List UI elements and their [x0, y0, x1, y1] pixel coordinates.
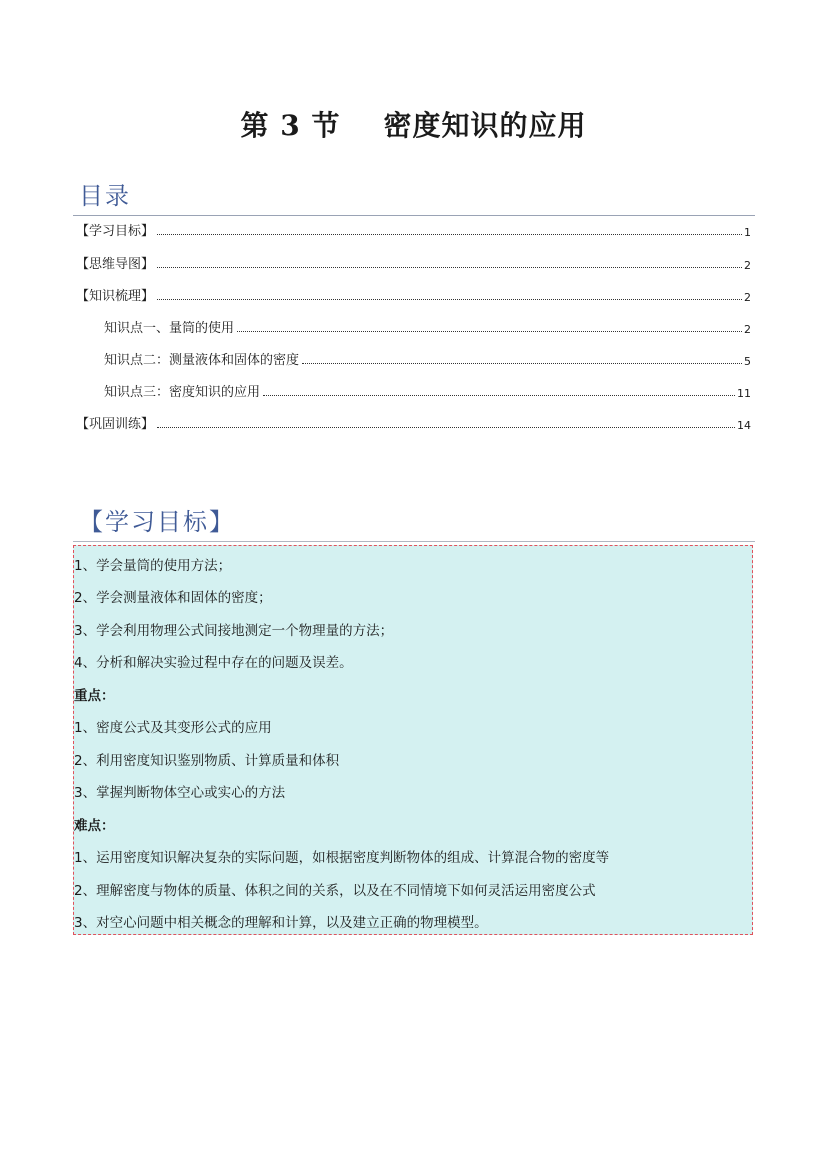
toc-page-number: 1: [744, 226, 751, 239]
learning-goals-box: [73, 545, 753, 935]
key-point-item: 3、掌握判断物体空心或实心的方法: [74, 785, 286, 801]
page-title: 第 3 节 密度知识的应用: [240, 109, 587, 142]
key-point-item: 1、密度公式及其变形公式的应用: [74, 720, 272, 736]
toc-heading: 目录: [79, 182, 131, 210]
goal-item: 4、分析和解决实验过程中存在的问题及误差。: [74, 655, 353, 671]
difficult-point-item: 3、对空心问题中相关概念的理解和计算，以及建立正确的物理模型。: [74, 915, 488, 931]
toc-leader-dots: [302, 363, 742, 364]
toc-page-number: 2: [744, 259, 751, 272]
toc-leader-dots: [263, 395, 735, 396]
toc-page-number: 14: [737, 419, 751, 432]
toc-entry-point-2[interactable]: [104, 350, 751, 368]
toc-entry-text: 知识点二：测量液体和固体的密度: [104, 353, 300, 368]
difficult-points-label: 难点：: [74, 818, 115, 834]
toc-page-number: 5: [744, 355, 751, 368]
toc-entry-point-3[interactable]: [104, 382, 751, 400]
learning-goals-heading: 【学习目标】: [79, 508, 235, 536]
toc-page-number: 2: [744, 291, 751, 304]
toc-entry-knowledge-review[interactable]: [76, 286, 751, 304]
toc-entry-mind-map[interactable]: [76, 254, 751, 272]
difficult-point-item: 1、运用密度知识解决复杂的实际问题，如根据密度判断物体的组成、计算混合物的密度等: [74, 850, 610, 866]
key-points-label: 重点：: [74, 688, 115, 704]
toc-page-number: 2: [744, 323, 751, 336]
toc-entry-text: 知识点一、量筒的使用: [104, 321, 235, 336]
toc-entry-text: 【知识梳理】: [76, 289, 155, 304]
toc-entry-practice[interactable]: [76, 414, 751, 432]
toc-leader-dots: [157, 427, 735, 428]
difficult-point-item: 2、理解密度与物体的质量、体积之间的关系，以及在不同情境下如何灵活运用密度公式: [74, 883, 596, 899]
table-of-contents: [0, 0, 827, 460]
toc-leader-dots: [157, 234, 742, 235]
toc-entry-learning-goals[interactable]: [76, 221, 751, 239]
goal-item: 1、学会量筒的使用方法；: [74, 558, 232, 574]
key-point-item: 2、利用密度知识鉴别物质、计算质量和体积: [74, 753, 340, 769]
toc-entry-text: 知识点三：密度知识的应用: [104, 385, 261, 400]
goal-item: 2、学会测量液体和固体的密度；: [74, 590, 272, 606]
toc-leader-dots: [157, 267, 742, 268]
toc-page-number: 11: [737, 387, 751, 400]
toc-entry-text: 【思维导图】: [76, 257, 155, 272]
section-divider: [73, 541, 755, 542]
toc-entry-text: 【巩固训练】: [76, 417, 155, 432]
toc-leader-dots: [237, 331, 742, 332]
toc-entry-point-1[interactable]: [104, 318, 751, 336]
goal-item: 3、学会利用物理公式间接地测定一个物理量的方法；: [74, 623, 394, 639]
toc-leader-dots: [157, 299, 742, 300]
toc-entry-text: 【学习目标】: [76, 224, 155, 239]
